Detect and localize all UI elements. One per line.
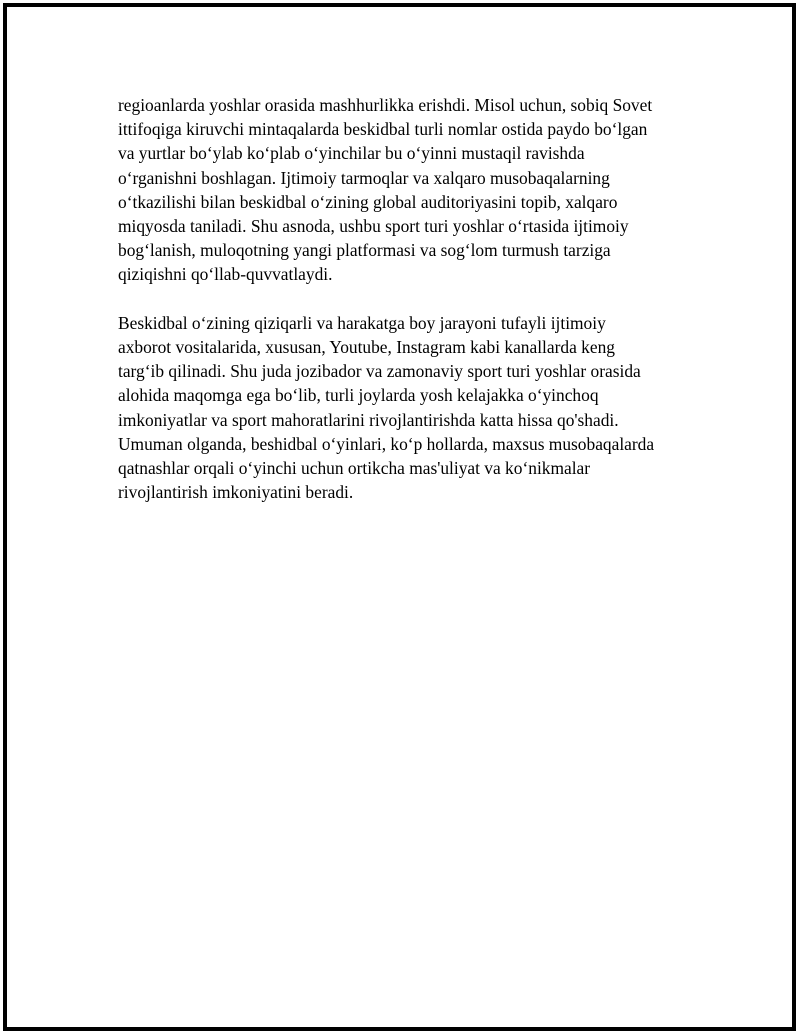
text-line: alohida maqomga ega bo‘lib, turli joylarda yosh kelajakka o‘yinchoq xyxy=(118,385,599,406)
document-body xyxy=(118,93,718,529)
paragraph-1 xyxy=(118,93,718,287)
text-line: axborot vositalarida, xususan, Youtube, Instagram kabi kanallarda keng xyxy=(118,337,615,358)
paragraph-2 xyxy=(118,311,718,505)
text-line: Umuman olganda, beshidbal o‘yinlari, ko‘p hollarda, maxsus musobaqalarda xyxy=(118,433,655,454)
text-line: regioanlarda yoshlar orasida mashhurlikka erishdi. Misol uchun, sobiq Sovet xyxy=(118,95,653,115)
text-line: rivojlantirish imkoniyatini beradi. xyxy=(118,482,354,503)
text-line: imkoniyatlar va sport mahoratlarini rivojlantirishda katta hissa qo'shadi. xyxy=(118,409,619,430)
text-line: qiziqishni qo‘llab-quvvatlaydi. xyxy=(118,264,333,285)
text-line: miqyosda taniladi. Shu asnoda, ushbu sport turi yoshlar o‘rtasida ijtimoiy xyxy=(118,216,629,237)
text-line: bog‘lanish, muloqotning yangi platformasi va sog‘lom turmush tarziga xyxy=(118,240,611,261)
text-line: targ‘ib qilinadi. Shu juda jozibador va zamonaviy sport turi yoshlar orasida xyxy=(118,361,641,382)
text-line: ittifoqiga kiruvchi mintaqalarda beskidbal turli nomlar ostida paydo bo‘lgan xyxy=(118,119,648,140)
text-line: qatnashlar orqali o‘yinchi uchun ortikcha mas'uliyat va ko‘nikmalar xyxy=(118,458,591,479)
text-line: o‘rganishni boshlagan. Ijtimoiy tarmoqlar va xalqaro musobaqalarning xyxy=(118,167,610,188)
text-line: va yurtlar bo‘ylab ko‘plab o‘yinchilar bu o‘yinni mustaqil ravishda xyxy=(118,143,585,164)
text-line: Beskidbal o‘zining qiziqarli va harakatga boy jarayoni tufayli ijtimoiy xyxy=(118,312,606,333)
text-line: o‘tkazilishi bilan beskidbal o‘zining global auditoriyasini topib, xalqaro xyxy=(118,191,618,212)
